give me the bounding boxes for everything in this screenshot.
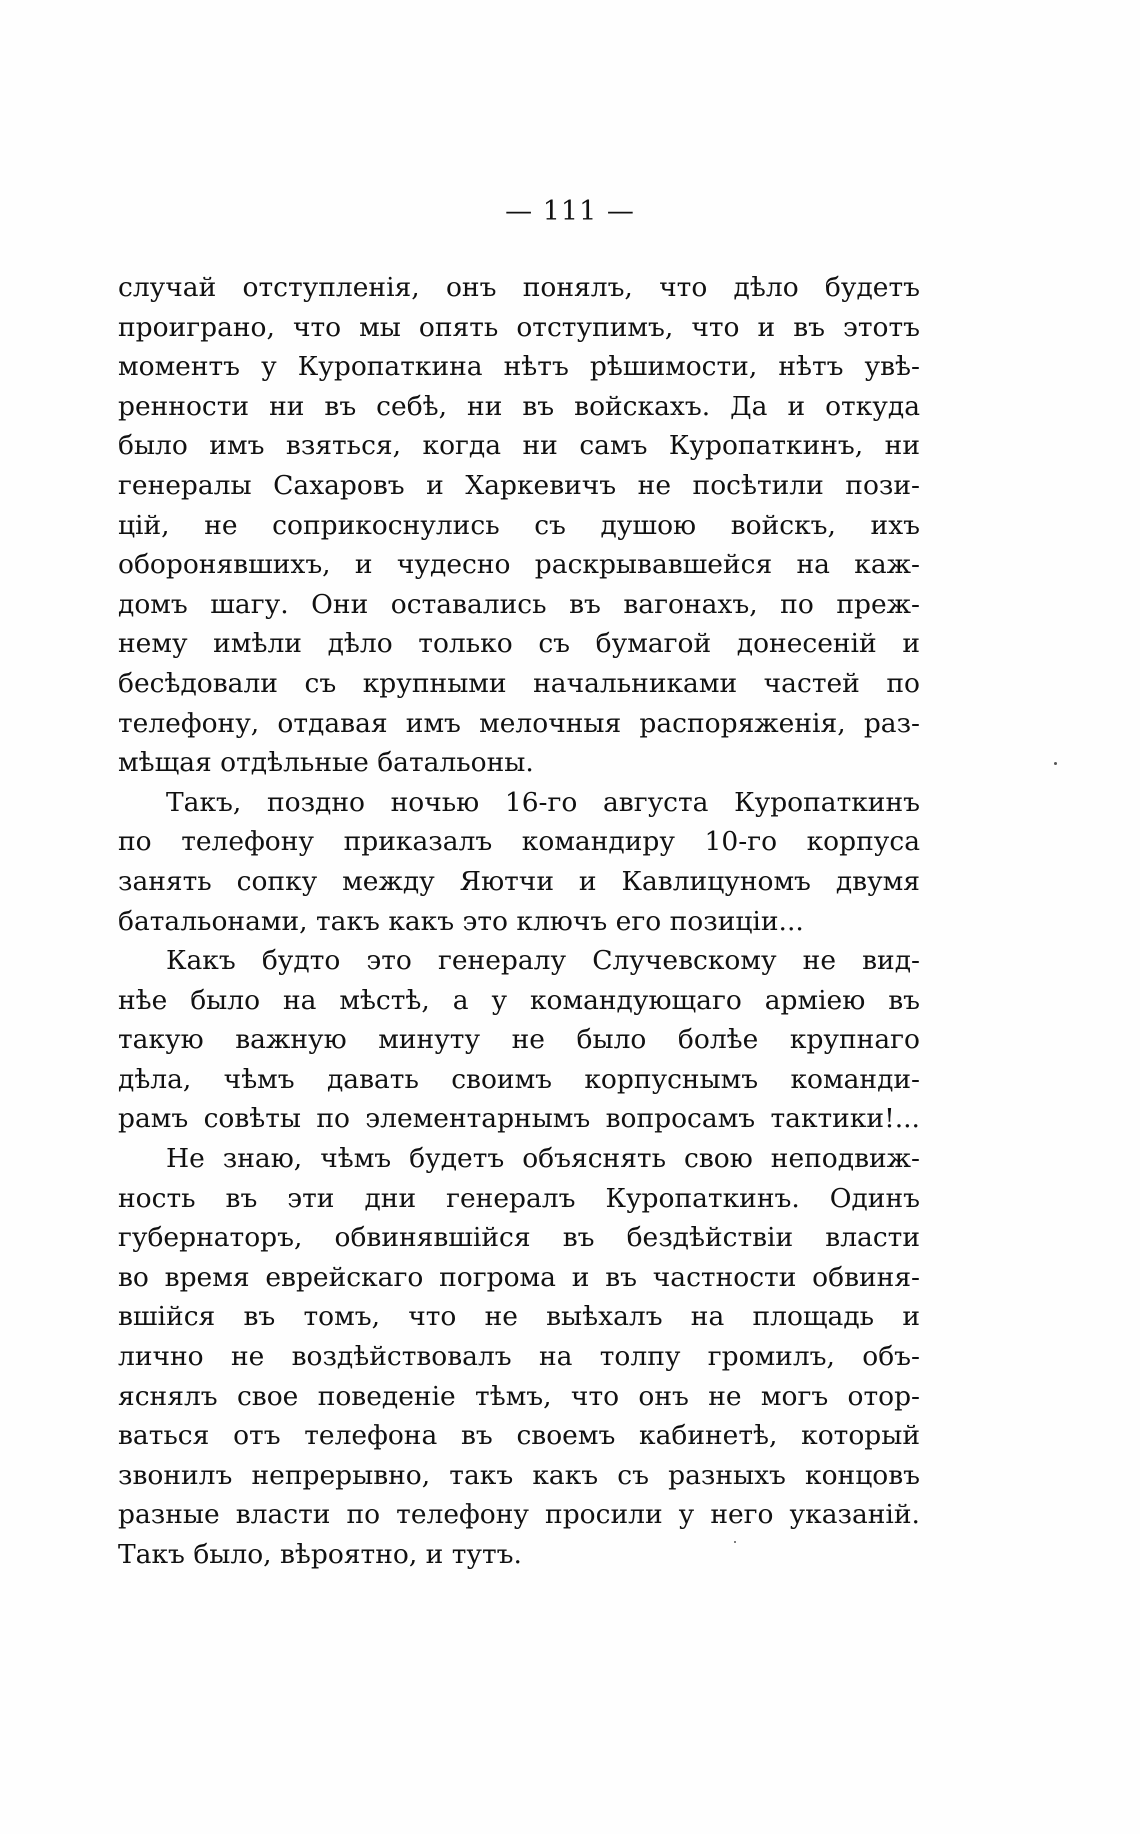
text-line: такую важную минуту не было болѣе крупнаго [118, 1024, 920, 1056]
text-line: домъ шагу. Они оставались въ вагонахъ, по преж- [118, 588, 920, 620]
paragraph-1 [118, 268, 920, 783]
text-line: моментъ у Куропаткина нѣтъ рѣшимости, нѣтъ увѣ- [118, 351, 920, 383]
body-text [118, 268, 920, 1575]
paragraph-3 [118, 941, 920, 1139]
text-line: Такъ было, вѣроятно, и тутъ. [118, 1539, 522, 1570]
text-line: Не знаю, чѣмъ будетъ объяснять свою неподвиж- [166, 1143, 920, 1175]
text-line: яснялъ свое поведеніе тѣмъ, что онъ не могъ отор- [118, 1380, 920, 1412]
text-line: ность въ эти дни генералъ Куропаткинъ. Одинъ [118, 1182, 920, 1214]
text-line: случай отступленія, онъ понялъ, что дѣло будетъ [118, 272, 920, 303]
text-line: лично не воздѣйствовалъ на толпу громилъ, объ- [118, 1341, 920, 1373]
text-line: ренности ни въ себѣ, ни въ войскахъ. Да и откуда [118, 390, 920, 422]
text-line: во время еврейскаго погрома и въ частности обвиня- [118, 1261, 920, 1293]
paragraph-4 [118, 1139, 920, 1575]
text-line: мѣщая отдѣльные батальоны. [118, 747, 534, 779]
text-line: нѣе было на мѣстѣ, а у командующаго арміею въ [118, 984, 920, 1016]
text-line: проиграно, что мы опять отступимъ, что и въ этотъ [118, 311, 920, 343]
text-line: бесѣдовали съ крупными начальниками частей по [118, 667, 920, 699]
print-speck [1054, 762, 1057, 765]
text-line: нему имѣли дѣло только съ бумагой донесеній и [118, 628, 920, 660]
text-line: Какъ будто это генералу Случевскому не вид- [166, 945, 920, 977]
text-line: дѣла, чѣмъ давать своимъ корпуснымъ команди- [118, 1063, 920, 1095]
text-line: оборонявшихъ, и чудесно раскрывавшейся на каж- [118, 549, 920, 581]
text-line: занять сопку между Яютчи и Кавлицуномъ двумя [118, 865, 920, 897]
text-line: батальонами, такъ какъ это ключъ его позиціи... [118, 905, 804, 937]
text-line: разные власти по телефону просили у него указаній. [118, 1499, 920, 1531]
paragraph-2 [118, 783, 920, 941]
text-line: было имъ взяться, когда ни самъ Куропаткинъ, ни [118, 430, 920, 462]
text-line: по телефону приказалъ командиру 10-го корпуса [118, 826, 920, 858]
page-number: — 111 — [505, 196, 635, 227]
text-line: телефону, отдавая имъ мелочныя распоряженія, раз- [118, 707, 920, 739]
text-line: Такъ, поздно ночью 16-го августа Куропаткинъ [166, 786, 920, 818]
text-line: вшійся въ томъ, что не выѣхалъ на площадь и [118, 1301, 920, 1333]
text-line: генералы Сахаровъ и Харкевичъ не посѣтили пози- [118, 469, 920, 501]
text-line: рамъ совѣты по элементарнымъ вопросамъ тактики!... [118, 1103, 920, 1135]
text-line: ваться отъ телефона въ своемъ кабинетѣ, который [118, 1420, 920, 1452]
text-line: звонилъ непрерывно, такъ какъ съ разныхъ концовъ [118, 1459, 920, 1491]
text-line: цій, не соприкоснулись съ душою войскъ, ихъ [118, 509, 920, 541]
text-line: губернаторъ, обвинявшійся въ бездѣйствіи власти [118, 1222, 920, 1254]
